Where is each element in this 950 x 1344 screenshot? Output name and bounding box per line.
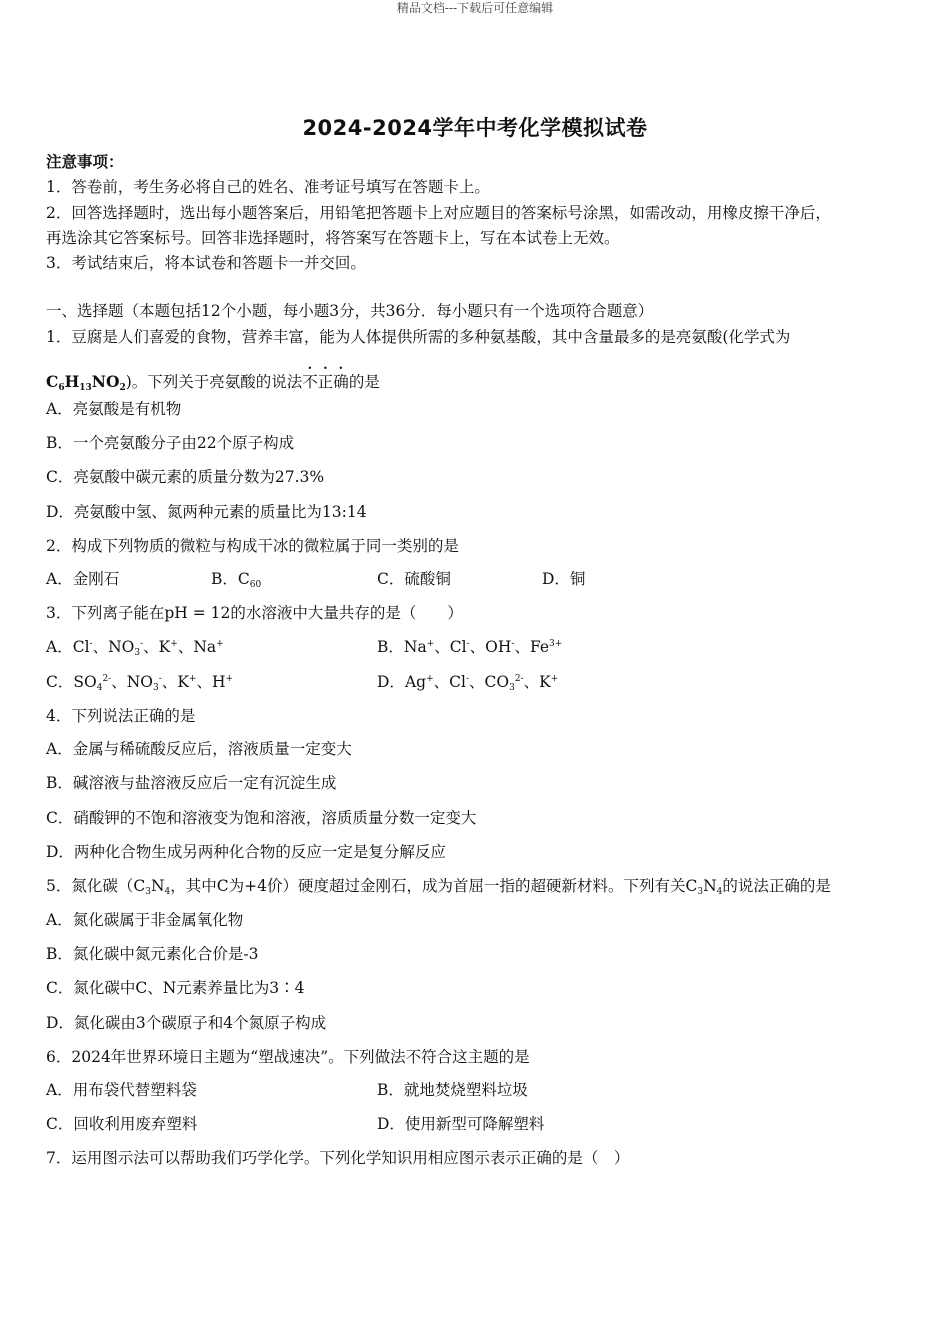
page-header: 精品文档---下载后可任意编辑: [396, 1, 554, 15]
page-title: 2024-2024学年中考化学模拟试卷: [302, 116, 648, 140]
notice-item-2-cont: 再选涂其它答案标号。回答非选择题时，将答案写在答题卡上，写在本试卷上无效。: [46, 229, 620, 247]
q3-d-co: CO: [484, 673, 510, 691]
q5-sub-3: 3: [145, 887, 151, 897]
q3-b-na: Na: [403, 638, 427, 656]
q3-d-cl-sup: -: [465, 674, 469, 684]
q5-sub-4: 4: [164, 887, 171, 897]
q3-a-k: K: [158, 638, 171, 656]
q3-option-a: [46, 637, 224, 657]
q4-option-d: D．两种化合物生成另两种化合物的反应一定是复分解反应: [46, 843, 446, 861]
q3-sep: 、: [161, 673, 178, 691]
q4-option-b: B．碱溶液与盐溶液反应后一定有沉淀生成: [46, 774, 337, 792]
q6-option-d: D．使用新型可降解塑料: [377, 1115, 545, 1133]
q3-option-d: [377, 672, 558, 692]
q3-d-label: D．: [377, 673, 405, 691]
q3-c-no: NO: [126, 673, 154, 691]
q3-c-h: H: [211, 673, 226, 691]
q3-b-cl-sup: -: [466, 639, 470, 649]
q5-option-a: A．氮化碳属于非金属氧化物: [46, 911, 244, 929]
q5-option-b: B．氮化碳中氮元素化合价是-3: [46, 945, 259, 963]
q3-sep: 、: [514, 638, 530, 656]
q5-stem: [46, 876, 831, 896]
q3-sep: 、: [196, 673, 212, 691]
q5-stem-e: 的说法正确的是: [722, 877, 831, 895]
q3-d-k-sup: +: [550, 674, 559, 684]
section-heading: 一、选择题（本题包括12个小题，每小题3分，共36分．每小题只有一个选项符合题意）: [46, 302, 654, 320]
notice-item-3: 3．考试结束后，将本试卷和答题卡一并交回。: [46, 254, 366, 272]
q2-option-b-text: B．C: [211, 570, 250, 588]
q3-d-cl: Cl: [449, 673, 466, 691]
q3-a-label: A．: [46, 638, 73, 656]
notice-item-1: 1．答卷前，考生务必将自己的姓名、准考证号填写在答题卡上。: [46, 178, 490, 196]
q3-a-na-sup: +: [216, 639, 224, 649]
q3-option-c: [46, 672, 233, 692]
q3-a-k-sup: +: [170, 639, 178, 649]
q5-option-d: D．氮化碳由3个碳原子和4个氮原子构成: [46, 1014, 327, 1032]
q3-b-oh-sup: -: [511, 639, 515, 649]
q5-sub-3b: 3: [697, 887, 704, 897]
q1-formula-no-sub: 2: [119, 383, 126, 393]
q3-b-cl: Cl: [449, 638, 467, 656]
q2-option-a: A．金刚石: [46, 570, 120, 588]
q3-sep: 、: [92, 638, 109, 656]
q1-option-b: B．一个亮氨酸分子由22个原子构成: [46, 434, 295, 452]
q5-option-c: C．氮化碳中C、N元素养量比为3∶4: [46, 979, 305, 997]
q1-option-c: C．亮氨酸中碳元素的质量分数为27.3%: [46, 468, 325, 486]
q3-c-h-sup: +: [225, 674, 234, 684]
q1-stem-line2: [46, 364, 380, 392]
q3-b-label: B．: [377, 638, 404, 656]
q3-c-label: C．: [46, 673, 74, 691]
q3-b-fe: Fe: [529, 638, 550, 656]
q2-option-b-sub: 60: [249, 580, 262, 590]
q3-sep: 、: [434, 638, 450, 656]
q4-option-a: A．金属与稀硫酸反应后，溶液质量一定变大: [46, 740, 352, 758]
q4-option-c: C．硝酸钾的不饱和溶液变为饱和溶液，溶质质量分数一定变大: [46, 809, 477, 827]
q3-a-no-sub: 3: [134, 648, 141, 658]
q3-a-cl: Cl: [72, 638, 90, 656]
q3-a-no-sup: -: [140, 639, 144, 649]
q3-c-so-sup: 2-: [102, 674, 112, 684]
q3-sep: 、: [433, 673, 450, 691]
q2-stem: 2．构成下列物质的微粒与构成干冰的微粒属于同一类别的是: [46, 537, 459, 555]
q6-option-a: A．用布袋代替塑料袋: [46, 1081, 197, 1099]
q3-c-so-sub: 4: [96, 683, 103, 693]
q3-sep: 、: [523, 673, 540, 691]
q1-formula-no: NO: [91, 372, 120, 391]
q1-stem-emphasis: 不正确: [302, 373, 349, 391]
q6-option-b: B．就地焚烧塑料垃圾: [377, 1081, 528, 1099]
q1-stem-tail-a: )。下列关于亮氨酸的说法: [125, 373, 303, 391]
q3-sep: 、: [469, 673, 485, 691]
q2-option-b: [211, 569, 261, 589]
q1-formula-c: C: [46, 372, 59, 391]
q6-stem: 6．2024年世界环境日主题为“塑战速决”。下列做法不符合这主题的是: [46, 1048, 530, 1066]
q3-d-co-sub: 3: [509, 683, 515, 693]
q5-stem-b: N: [150, 877, 165, 895]
q3-a-na: Na: [193, 638, 217, 656]
q3-b-na-sup: +: [426, 639, 435, 649]
q3-b-oh: OH: [485, 638, 512, 656]
notice-heading: 注意事项：: [46, 152, 124, 171]
q3-sep: 、: [111, 673, 127, 691]
q3-d-ag: Ag: [404, 673, 427, 691]
q3-sep: 、: [143, 638, 159, 656]
q1-formula-c-sub: 6: [58, 383, 65, 393]
q3-c-no-sub: 3: [153, 683, 159, 693]
q3-a-no: NO: [108, 638, 135, 656]
q1-stem-tail-b: 的是: [348, 373, 380, 391]
q3-c-k: K: [177, 673, 189, 691]
q4-stem: 4．下列说法正确的是: [46, 707, 196, 725]
q5-sub-4b: 4: [716, 887, 723, 897]
q2-option-d: D．铜: [542, 570, 586, 588]
q1-stem-line1: 1．豆腐是人们喜爱的食物，营养丰富，能为人体提供所需的多种氨基酸，其中含量最多的是亮氨酸(化学式为: [46, 328, 791, 346]
q3-c-so: SO: [73, 673, 97, 691]
q1-formula-h: H: [64, 372, 80, 391]
q7-stem: 7．运用图示法可以帮助我们巧学化学。下列化学知识用相应图示表示正确的是（ ）: [46, 1149, 630, 1167]
q3-sep: 、: [177, 638, 194, 656]
q1-formula-h-sub: 13: [79, 383, 92, 393]
q3-sep: 、: [469, 638, 486, 656]
q1-option-d: D．亮氨酸中氢、氮两种元素的质量比为13:14: [46, 503, 367, 521]
q3-d-co-sup: 2-: [514, 674, 524, 684]
q3-c-k-sup: +: [188, 674, 197, 684]
q3-d-ag-sup: +: [426, 674, 434, 684]
q3-a-cl-sup: -: [89, 639, 93, 649]
q3-option-b: [377, 637, 562, 657]
notice-item-2: 2．回答选择题时，选出每小题答案后，用铅笔把答题卡上对应题目的答案标号涂黑，如需改动，用橡皮擦干净后，: [46, 204, 831, 222]
q3-stem: 3．下列离子能在pH = 12的水溶液中大量共存的是（ ）: [46, 604, 463, 622]
q5-stem-a: 5．氮化碳（C: [46, 877, 146, 895]
q3-b-fe-sup: 3+: [549, 639, 563, 649]
q1-option-a: A．亮氨酸是有机物: [46, 400, 182, 418]
q5-stem-c: ，其中C为+4价）硬度超过金刚石，成为首屈一指的超硬新材料。下列有关C: [170, 877, 698, 895]
q6-option-c: C．回收利用废弃塑料: [46, 1115, 198, 1133]
q3-d-k: K: [539, 673, 551, 691]
q3-c-no-sup: -: [158, 674, 162, 684]
q5-stem-d: N: [703, 877, 717, 895]
q2-option-c: C．硫酸铜: [377, 570, 451, 588]
